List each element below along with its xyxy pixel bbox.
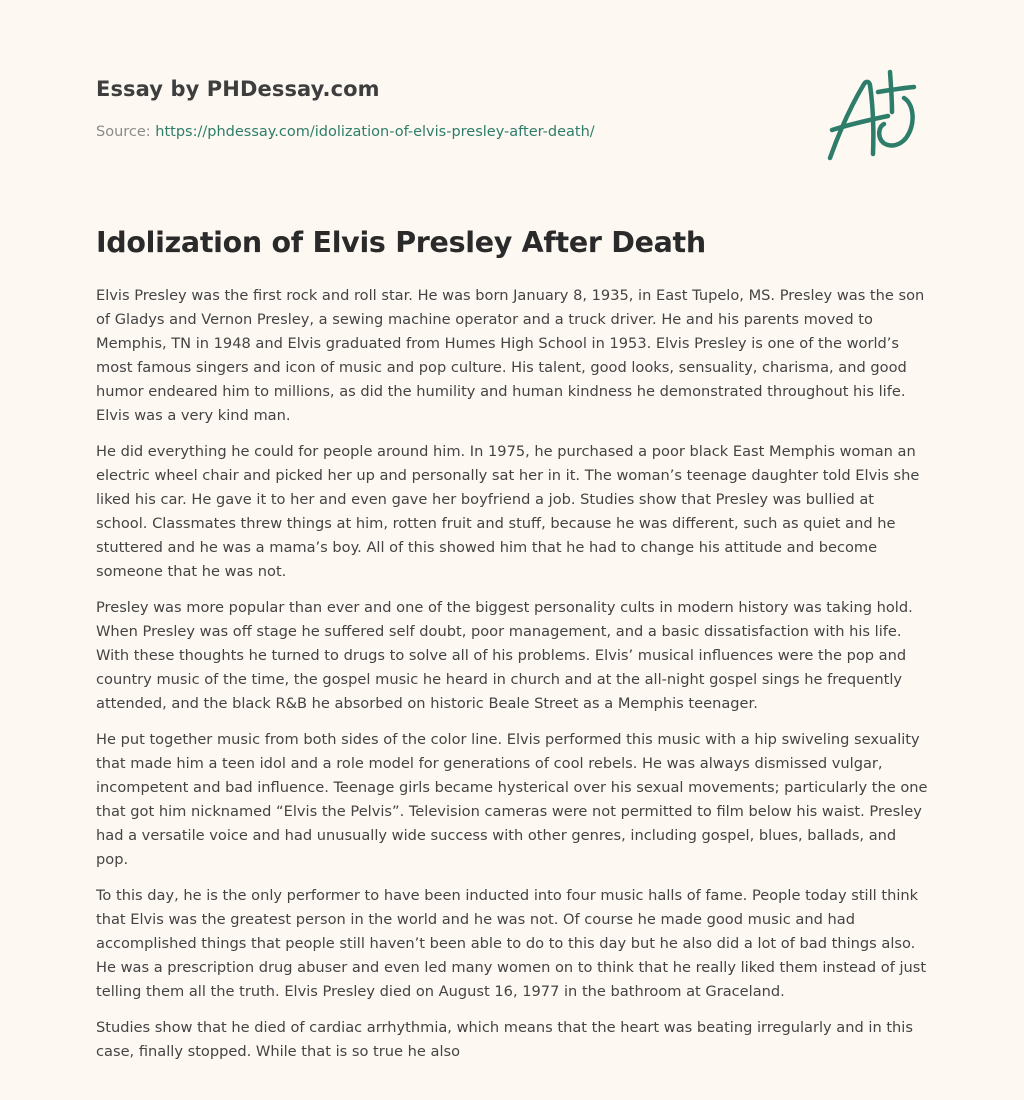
a-plus-logo-icon <box>818 68 930 168</box>
essay-body <box>96 284 930 1076</box>
essay-title: Idolization of Elvis Presley After Death <box>96 226 706 259</box>
site-brand: Essay by PHDessay.com <box>96 77 380 101</box>
source-line <box>96 124 595 140</box>
essay-paragraph: Presley was more popular than ever and one of the biggest personality cults in modern history was taking hold. When Presley was off stage he suffered self doubt, poor management, and a basic dissatisfaction with his life. With these thoughts he turned to drugs to solve all of his problems. Elvis’ musical influences were the pop and country music of the time, the gospel music he heard in church and at the all-night gospel sings he frequently attended, and the black R&B he absorbed on historic Beale Street as a Memphis teenager. <box>96 599 913 712</box>
essay-paragraph: He put together music from both sides of the color line. Elvis performed this music with a hip swiveling sexuality that made him a teen idol and a role model for generations of cool rebels. He was always dismissed vulgar, incompetent and bad influence. Teenage girls became hysterical over his sexual movements; particularly the one that got him nicknamed “Elvis the Pelvis”. Television cameras were not permitted to film below his waist. Presley had a versatile voice and had unusually wide success with other genres, including gospel, blues, ballads, and pop. <box>96 731 928 868</box>
essay-paragraph: Studies show that he died of cardiac arrhythmia, which means that the heart was beating irregularly and in this case, finally stopped. While that is so true he also <box>96 1019 913 1060</box>
source-label: Source: <box>96 124 156 140</box>
source-link[interactable]: https://phdessay.com/idolization-of-elvis-presley-after-death/ <box>155 124 595 140</box>
essay-paragraph: He did everything he could for people around him. In 1975, he purchased a poor black East Memphis woman an electric wheel chair and picked her up and personally sat her in it. The woman’s teenage daughter told Elvis she liked his car. He gave it to her and even gave her boyfriend a job. Studies show that Presley was bullied at school. Classmates threw things at him, rotten fruit and stuff, because he was different, such as quiet and he stuttered and he was a mama’s boy. All of this showed him that he had to change his attitude and become someone that he was not. <box>96 443 920 580</box>
essay-paragraph: Elvis Presley was the first rock and roll star. He was born January 8, 1935, in East Tupelo, MS. Presley was the son of Gladys and Vernon Presley, a sewing machine operator and a truck driver. He and his parents moved to Memphis, TN in 1948 and Elvis graduated from Humes High School in 1953. Elvis Presley is one of the world’s most famous singers and icon of music and pop culture. His talent, good looks, sensuality, charisma, and good humor endeared him to millions, as did the humility and human kindness he demonstrated throughout his life. Elvis was a very kind man. <box>96 287 925 424</box>
essay-paragraph: To this day, he is the only performer to have been inducted into four music halls of fame. People today still think that Elvis was the greatest person in the world and he was not. Of course he made good music and had accomplished things that people still haven’t been able to do to this day but he also did a lot of bad things also. He was a prescription drug abuser and even led many women on to think that he really liked them instead of just telling them all the truth. Elvis Presley died on August 16, 1977 in the bathroom at Graceland. <box>96 887 927 1000</box>
